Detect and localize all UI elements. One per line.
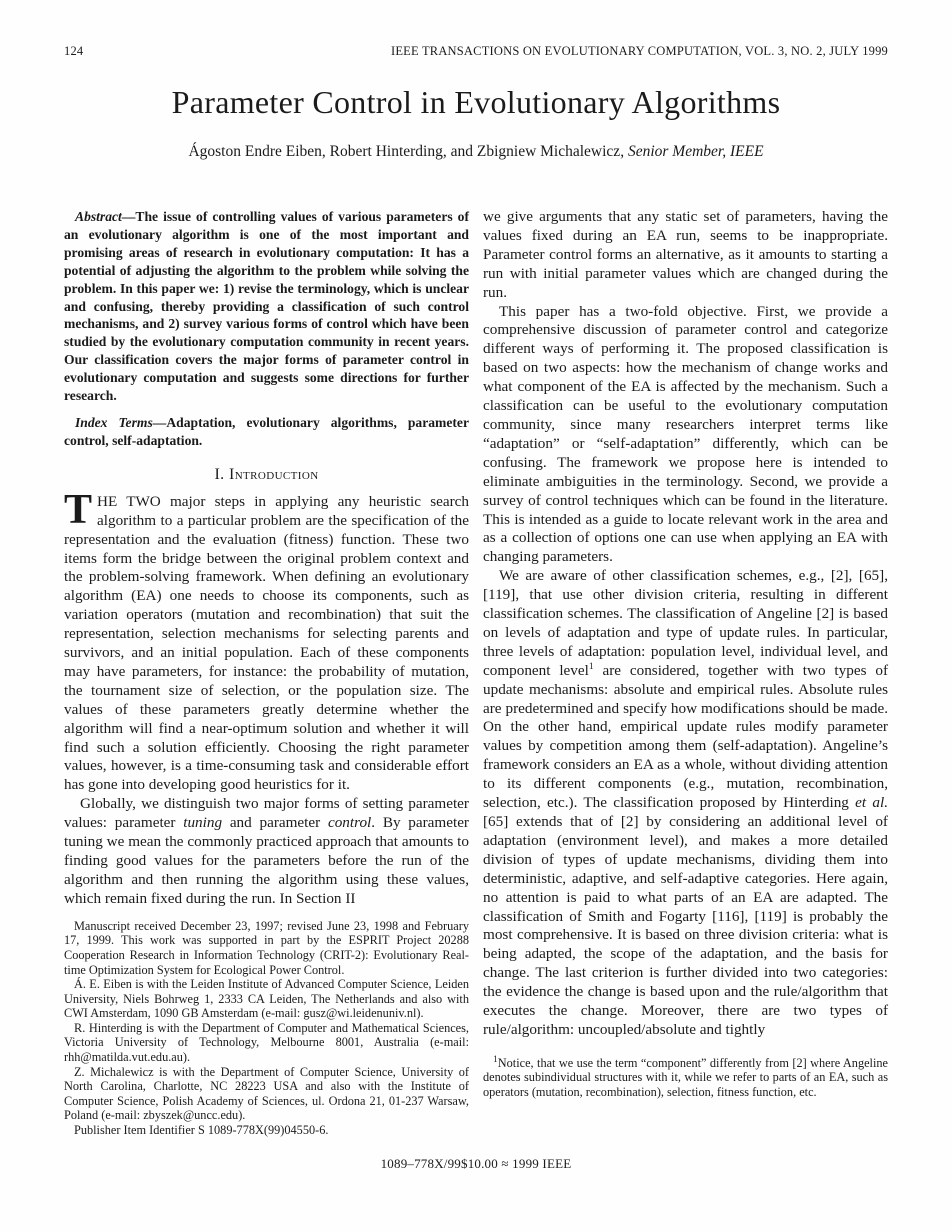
- author-names: Ágoston Endre Eiben, Robert Hinterding, and Zbigniew Michalewicz,: [188, 143, 628, 160]
- term-tuning: tuning: [183, 814, 223, 832]
- index-terms-paragraph: [64, 414, 469, 450]
- abstract-text: The issue of controlling values of various parameters of an evolutionary algorithm is one of the most important and promising areas of research in evolutionary computation: It has a potential of adjusting the algorithm to the problem while solving the problem. In this paper we: 1) revise the terminology, which is unclear and confusing, thereby providing a classification of such control mechanisms, and 2) survey various forms of control which have been studied by the evolutionary computation community in recent years. Our classification covers the major forms of parameter control in evolutionary computation and suggests some directions for further research.: [64, 209, 469, 404]
- footnote-marker-1: 1: [588, 661, 594, 672]
- intro-paragraph-2-text: Globally, we distinguish two major forms of setting parameter values: parameter: [64, 795, 469, 832]
- intro-paragraph-1-text: HE TWO major steps in applying any heuristic search algorithm to a particular problem are the specification of the representation and the evaluation (fitness) function. These two items form the bridge between the original problem context and the problem-solving framework. When defining an evolutionary algorithm (EA) one needs to choose its components, such as variation operators (mutation and recombination) that suit the representation, selection mechanisms for selecting parents and survivors, and an initial population. Each of these components may have parameters, for instance: the probability of mutation, the tournament size of selection, or the population size. The values of these parameters greatly determine whether the algorithm will find a near-optimum solution and whether it will find such a solution efficiently. Choosing the right parameter values, however, is a time-consuming task and considerable effort has gone into developing good heuristics for it.: [64, 492, 469, 794]
- intro-paragraph-2: [64, 795, 469, 908]
- drop-cap: T: [64, 486, 93, 533]
- journal-line: IEEE TRANSACTIONS ON EVOLUTIONARY COMPUTATION, VOL. 3, NO. 2, JULY 1999: [390, 44, 888, 58]
- footnote-manuscript: Manuscript received December 23, 1997; revised June 23, 1998 and February 17, 1999. This work was supported in part by the ESPRIT Project 20288 Cooperation Research in Information Technology (CRIT-2): Evolutionary Real-time Optimization System for Ecological Power Control.: [64, 918, 469, 977]
- intro-paragraph-1: [64, 486, 469, 796]
- intro-paragraph-2-text: . By parameter tuning we mean the commonly practiced approach that amounts to finding good values for the parameters before the run of the algorithm and then running the algorithm using these values, which remain fixed during the run. In Section II: [64, 814, 469, 907]
- intro-paragraph-2-text: and parameter: [222, 814, 328, 832]
- abstract-label: Abstract—: [75, 209, 136, 224]
- footnote-publisher-identifier: Publisher Item Identifier S 1089-778X(99)04550-6.: [74, 1123, 329, 1138]
- index-terms-text: Adaptation, evolutionary algorithms, parameter control, self-adaptation.: [64, 414, 469, 448]
- right-column-footnote: [483, 1056, 888, 1100]
- term-control: control: [327, 814, 372, 832]
- two-column-body: [64, 208, 888, 1138]
- footnote-hinterding-affiliation: R. Hinterding is with the Department of Computer and Mathematical Sciences, Victoria University of Technology, Melbourne 8001, Australia (e-mail: rhh@matilda.vut.edu.au).: [64, 1020, 469, 1065]
- abstract-paragraph: [64, 208, 469, 405]
- body-paragraph-objective: This paper has a two-fold objective. First, we provide a comprehensive discussion of parameter control and categorize different ways of performing it. The proposed classification is based on two aspects: how the mechanism of change works and what component of the EA is affected by the mechanism. Such a classification can be useful to the evolutionary computation community, since many researchers interpret terms like “adaptation” or “self-adaptation” differently, which can be confusing. The framework we propose here is intended to eliminate ambiguities in the terminology. Second, we provide a survey of control techniques which can be found in the literature. This is intended as a guide to locate relevant work in the area and as a collection of options one can use when applying an EA with changing parameters.: [483, 302, 888, 566]
- footnote-component-term-text: Notice, that we use the term “component” differently from [2] where Angeline denotes subindividual structures with it, while we refer to parts of an EA, such as operators (mutation, recombination), selection, fitness function, etc.: [483, 1055, 888, 1100]
- running-head: [64, 44, 888, 59]
- author-line: [0, 143, 952, 161]
- footnote-marker-1: 1: [493, 1054, 498, 1065]
- section-heading-introduction: I. Introduction: [214, 465, 319, 483]
- body-paragraph-continuation: we give arguments that any static set of parameters, having the values fixed during an EA run, seems to be inappropriate. Parameter control forms an alternative, as it amounts to starting a run with initial parameter values which are changed during the run.: [483, 208, 888, 301]
- footnote-component-term: [483, 1056, 888, 1100]
- body-paragraph-classifications-text: We are aware of other classification schemes, e.g., [2], [65], [119], that use other division criteria, resulting in different classification schemes. The classification of Angeline [2] is based on levels of adaptation and type of update rules. In particular, three levels of adaptation: population level, individual level, and component level: [483, 567, 888, 679]
- body-paragraph-classifications: [483, 567, 888, 1040]
- et-al-italic: et al.: [855, 794, 888, 812]
- left-column: [64, 208, 469, 1138]
- first-page-footnotes: [64, 919, 469, 1138]
- right-column: [483, 208, 888, 1138]
- body-paragraph-classifications-text: are considered, together with two types of update mechanisms: absolute and empirical rules. Absolute rules are predetermined and specify how modifications should be made. On the other hand, empirical update rules modify parameter values by competition among them (self-adaptation). Angeline’s framework considers an EA as a whole, without dividing attention to its different components (e.g., mutation, recombination, selection, etc.). The classification proposed by Hinterding: [483, 661, 888, 812]
- body-paragraph-classifications-text: [65] extends that of [2] by considering an additional level of adaptation (environment level), and makes a more detailed division of types of update mechanisms, dividing them into deterministic, adaptive, and self-adaptive categories. Here again, no attention is paid to what parts of an EA are adapted. The classification of Smith and Fogarty [116], [119] is probably the most comprehensive. It is based on three division criteria: what is being adapted, the scope of the adaptation, and the basis for change. The last criterion is further divided into two categories: the evidence the change is based upon and the rule/algorithm that executes the change. Moreover, there are two types of rule/algorithm: uncoupled/absolute and tightly: [483, 813, 888, 1038]
- index-terms-label: Index Terms—: [75, 414, 167, 430]
- page-number: 124: [64, 44, 84, 58]
- footnote-eiben-affiliation: Á. E. Eiben is with the Leiden Institute of Advanced Computer Science, Leiden University, Niels Bohrweg 1, 2333 CA Leiden, The Netherlands and also with CWI Amsterdam, 1090 GB Amsterdam (e-mail: gusz@wi.leidenuniv.nl).: [64, 977, 469, 1021]
- footnote-michalewicz-affiliation: Z. Michalewicz is with the Department of Computer Science, University of North Carolina, Charlotte, NC 28223 USA and also with the Institute of Computer Science, Polish Academy of Sciences, ul. Ordona 21, 01-237 Warsaw, Poland (e-mail: zbyszek@uncc.edu).: [64, 1064, 469, 1123]
- author-membership: Senior Member, IEEE: [627, 143, 764, 160]
- paper-title: Parameter Control in Evolutionary Algorithms: [171, 84, 781, 120]
- copyright-line: 1089–778X/99$10.00 ≈ 1999 IEEE: [380, 1156, 572, 1171]
